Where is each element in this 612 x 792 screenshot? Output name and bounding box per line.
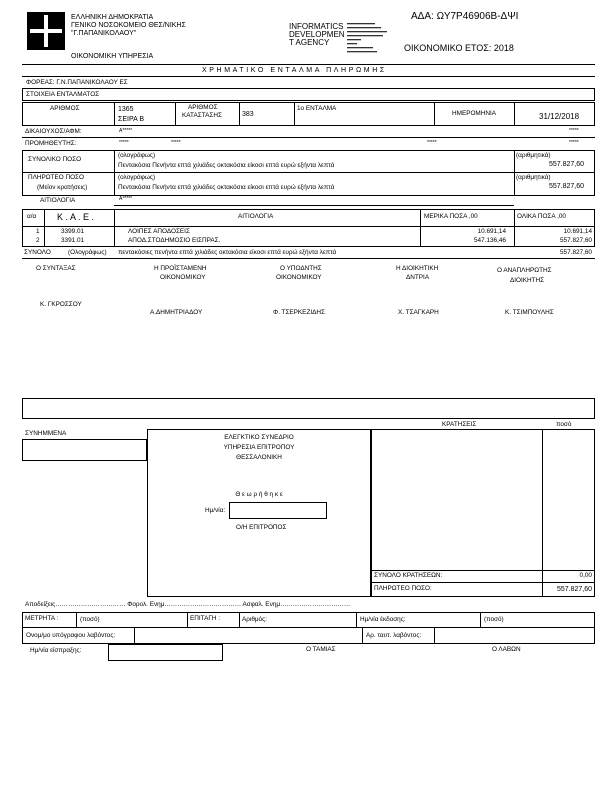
- check-label: ΕΠΙΤΑΓΗ :: [190, 615, 221, 622]
- number-label: ΑΡΙΘΜΟΣ: [50, 105, 80, 112]
- org-name-line1: ΕΛΛΗΝΙΚΗ ΔΗΜΟΚΡΑΤΙΑ: [71, 14, 154, 21]
- sum-words-label: (Ολογράφως): [68, 249, 107, 256]
- sum-label: ΣΥΝΟΛΟ: [24, 249, 51, 256]
- deductions-payable-label: ΠΛΗΡΩΤΕΟ ΠΟΣΟ:: [374, 585, 432, 592]
- audit-approved: Θ ε ω ρ ή θ η κ ε: [235, 491, 283, 498]
- col-header-total: ΟΛΙΚΑ ΠΟΣΑ ,00: [517, 213, 566, 220]
- total-label: ΣΥΝΟΛΙΚΟ ΠΟΣΟ: [28, 156, 82, 163]
- col-header-aa: α/α: [27, 213, 37, 220]
- receiver-id-label: Αρ. ταυτ. λαβόντος:: [366, 632, 422, 639]
- org-name-line2: ΓΕΝΙΚΟ ΝΟΣΟΚΟΜΕΙΟ ΘΕΣ/ΝΙΚΗΣ: [71, 22, 186, 29]
- audit-date-field[interactable]: [229, 502, 327, 519]
- cash-label: ΜΕΤΡΗΤΑ :: [25, 615, 59, 622]
- receiver-id-field[interactable]: [434, 628, 595, 644]
- audit-line3: ΘΕΣΣΑΛΟΝΙΚΗ: [236, 454, 282, 461]
- signature-role-3a: Ο ΥΠΟΔΝΤΗΣ: [280, 265, 322, 272]
- supplier-mask-d: *****: [569, 140, 579, 146]
- col-header-kae: Κ . Α . Ε .: [57, 212, 95, 222]
- deductions-total-label: ΣΥΝΟΛΟ ΚΡΑΤΗΣΕΩΝ:: [374, 572, 443, 579]
- receiver-signature-label: Ο ΛΑΒΩΝ: [492, 646, 521, 653]
- supplier-mask-a: *****: [119, 140, 129, 146]
- col-header-reason: ΑΙΤΙΟΛΟΓΙΑ: [238, 213, 274, 220]
- signature-name-4: Χ. ΤΣΑΓΚΑΡΗ: [398, 309, 439, 316]
- table-row-2-aa: 2: [36, 237, 40, 244]
- service-name: ΟΙΚΟΝΟΜΙΚΗ ΥΠΗΡΕΣΙΑ: [71, 53, 154, 60]
- agency-line2: DEVELOPMEN: [289, 30, 345, 39]
- agency-line3: T AGENCY: [289, 38, 330, 47]
- beneficiary-value: Α*****: [119, 128, 133, 134]
- status-label-1: ΑΡΙΘΜΟΣ: [188, 104, 218, 111]
- signature-name-1: Κ. ΓΚΡΟΣΣΟΥ: [40, 301, 82, 308]
- sum-value: 557.827,60: [560, 249, 592, 256]
- order-label: 1ο ΕΝΤΑΛΜΑ: [297, 105, 337, 112]
- attachments-label: ΣΥΝΗΜΜΕΝΑ: [25, 430, 67, 437]
- date-label: ΗΜΕΡΟΜΗΝΙΑ: [452, 110, 497, 117]
- audit-commissioner: Ο/Η ΕΠΙΤΡΟΠΟΣ: [236, 524, 287, 531]
- blank-band: [22, 398, 595, 419]
- table-row-1-reason: ΛΟΙΠΕΣ ΑΠΟΔΟΣΕΙΣ: [128, 228, 190, 235]
- ada-code: ΑΔΑ: ΩΥ7Ρ46906Β-ΔΨΙ: [411, 11, 519, 22]
- signature-name-2: Α.ΔΗΜΗΤΡΙΑΔΟΥ: [150, 309, 203, 316]
- payable-num: 557.827,60: [549, 183, 585, 190]
- table-row-1-partial: 10.691,14: [477, 228, 506, 235]
- table-row-1-total: 10.691,14: [563, 228, 592, 235]
- deductions-label: ΚΡΑΤΗΣΕΙΣ: [442, 421, 477, 428]
- status-value: 383: [242, 111, 254, 118]
- deductions-payable-value: 557.827,60: [556, 586, 592, 593]
- cashier-label: Ο ΤΑΜΙΑΣ: [306, 646, 336, 653]
- section-header: [22, 88, 595, 101]
- audit-date-label: Ημ/νία:: [205, 507, 226, 514]
- items-table: [22, 209, 595, 247]
- deductions-amount-label: ποσό: [556, 421, 572, 428]
- number-value: 1365: [118, 106, 134, 113]
- payable-sublabel: (Μείον κρατήσεις): [37, 184, 88, 191]
- signature-role-4a: Η ΔΙΟΙΚΗΤΙΚΗ: [396, 265, 439, 272]
- signature-role-5a: Ο ΑΝΑΠΛΗΡΩΤΗΣ: [497, 267, 552, 274]
- receiver-name-label: Ονομ/μο υπόγραφου λαβόντος:: [26, 632, 116, 639]
- section-label: ΣΤΟΙΧΕΙΑ ΕΝΤΑΛΜΑΤΟΣ: [26, 91, 100, 98]
- signature-role-4b: ΔΝΤΡΙΑ: [406, 274, 430, 281]
- signature-role-1: Ο ΣΥΝΤΑΞΑΣ: [36, 265, 76, 272]
- digital-signature-stamp: [347, 22, 397, 56]
- check-number-field[interactable]: Αριθμός:: [242, 616, 267, 623]
- org-name-line3: "Γ.ΠΑΠΑΝΙΚΟΛΑΟΥ": [71, 30, 137, 37]
- signature-role-3b: ΟΙΚΟΝΟΜΙΚΟΥ: [276, 274, 322, 281]
- status-label-2: ΚΑΤΑΣΤΑΣΗΣ: [182, 112, 222, 119]
- total-num-label: (αριθμητικά): [516, 152, 551, 159]
- collection-date-label: Ημ/νία είσπραξης:: [30, 647, 82, 654]
- payable-words-label: (ολογράφως): [118, 174, 156, 181]
- agency-line1: INFORMATICS: [289, 22, 344, 31]
- beneficiary-mask: *****: [569, 128, 579, 134]
- signature-name-5: Κ. ΤΣΙΜΠΟΥΛΗΣ: [505, 309, 554, 316]
- sum-words: πεντακόσιες πενήντα επτά χιλιάδες οκτακόσια είκοσι επτά ευρώ εξήντα λεπτά: [118, 249, 337, 256]
- signature-name-3: Φ. ΤΣΕΡΚΕΖΙΔΗΣ: [273, 309, 325, 316]
- signature-role-2b: ΟΙΚΟΝΟΜΙΚΟΥ: [160, 274, 206, 281]
- table-row-2-partial: 547.136,46: [474, 237, 506, 244]
- receipt-line: Αποδείξεις…………………………… Φορολ. Ενημ……………………………… Ασφαλ. Ενημ……………………………: [25, 601, 351, 608]
- table-row-2-reason: ΑΠΟΔ.ΣΤΟΔΗΜΟΣΙΟ ΕΙΣΠΡΑΣ.: [128, 237, 221, 244]
- table-row-2-kae: 3391.01: [61, 237, 85, 244]
- col-header-partial: ΜΕΡΙΚΑ ΠΟΣΑ ,00: [424, 213, 478, 220]
- signature-role-2a: Η ΠΡΟΪΣΤΑΜΕΝΗ: [154, 265, 207, 272]
- series-value: ΣΕΙΡΑ Β: [118, 116, 144, 123]
- page-title: ΧΡΗΜΑΤΙΚΟ ΕΝΤΑΛΜΑ ΠΛΗΡΩΜΗΣ: [202, 67, 387, 74]
- deductions-total-value: 0,00: [579, 572, 592, 579]
- total-words: Πεντακόσια Πενήντα επτά χιλιάδες οκτακόσια είκοσι επτά ευρώ εξήντα λεπτά: [118, 162, 335, 169]
- total-num: 557.827,60: [549, 161, 585, 168]
- fiscal-year: ΟΙΚΟΝΟΜΙΚΟ ΕΤΟΣ: 2018: [404, 43, 514, 53]
- cash-amount-field[interactable]: (ποσό): [80, 616, 100, 623]
- audit-line2: ΥΠΗΡΕΣΙΑ ΕΠΙΤΡΟΠΟΥ: [223, 444, 295, 451]
- supplier-mask-c: *****: [427, 140, 437, 146]
- payable-words: Πεντακόσια Πενήντα επτά χιλιάδες οκτακόσια είκοσι επτά ευρώ εξήντα λεπτά: [118, 184, 335, 191]
- reason-value: Α*****: [119, 196, 133, 202]
- payable-label: ΠΛΗΡΩΤΕΟ ΠΟΣΟ: [28, 174, 84, 181]
- attachments-box[interactable]: [22, 439, 147, 461]
- issue-date-field[interactable]: Ημ/νία έκδοσης:: [360, 616, 406, 623]
- table-row-2-total: 557.827,60: [560, 237, 592, 244]
- beneficiary-label: ΔΙΚΑΙΟΥΧΟΣ/ΑΦΜ:: [25, 128, 82, 135]
- collection-date-field[interactable]: [108, 644, 223, 661]
- greek-cross-logo: [27, 12, 65, 50]
- supplier-label: ΠΡΟΜΗΘΕΥΤΗΣ:: [25, 140, 77, 147]
- signature-role-5b: ΔΙΟΙΚΗΤΗΣ: [510, 277, 545, 284]
- supplier-mask-b: *****: [171, 140, 181, 146]
- check-amount-field[interactable]: (ποσό): [484, 616, 504, 623]
- payable-num-label: (αριθμητικά): [516, 174, 551, 181]
- table-row-1-kae: 3399.01: [61, 228, 85, 235]
- audit-line1: ΕΛΕΓΚΤΙΚΟ ΣΥΝΕΔΡΙΟ: [224, 434, 294, 441]
- table-row-1-aa: 1: [36, 228, 40, 235]
- reason-label: ΑΙΤΙΟΛΟΓΙΑ: [40, 197, 76, 204]
- receiver-name-field[interactable]: [134, 628, 362, 644]
- total-words-label: (ολογράφως): [118, 152, 156, 159]
- date-value: 31/12/2018: [539, 112, 580, 121]
- body-label: ΦΟΡΕΑΣ: Γ.Ν.ΠΑΠΑΝΙΚΟΛΑΟΥ ΕΣ: [26, 79, 128, 86]
